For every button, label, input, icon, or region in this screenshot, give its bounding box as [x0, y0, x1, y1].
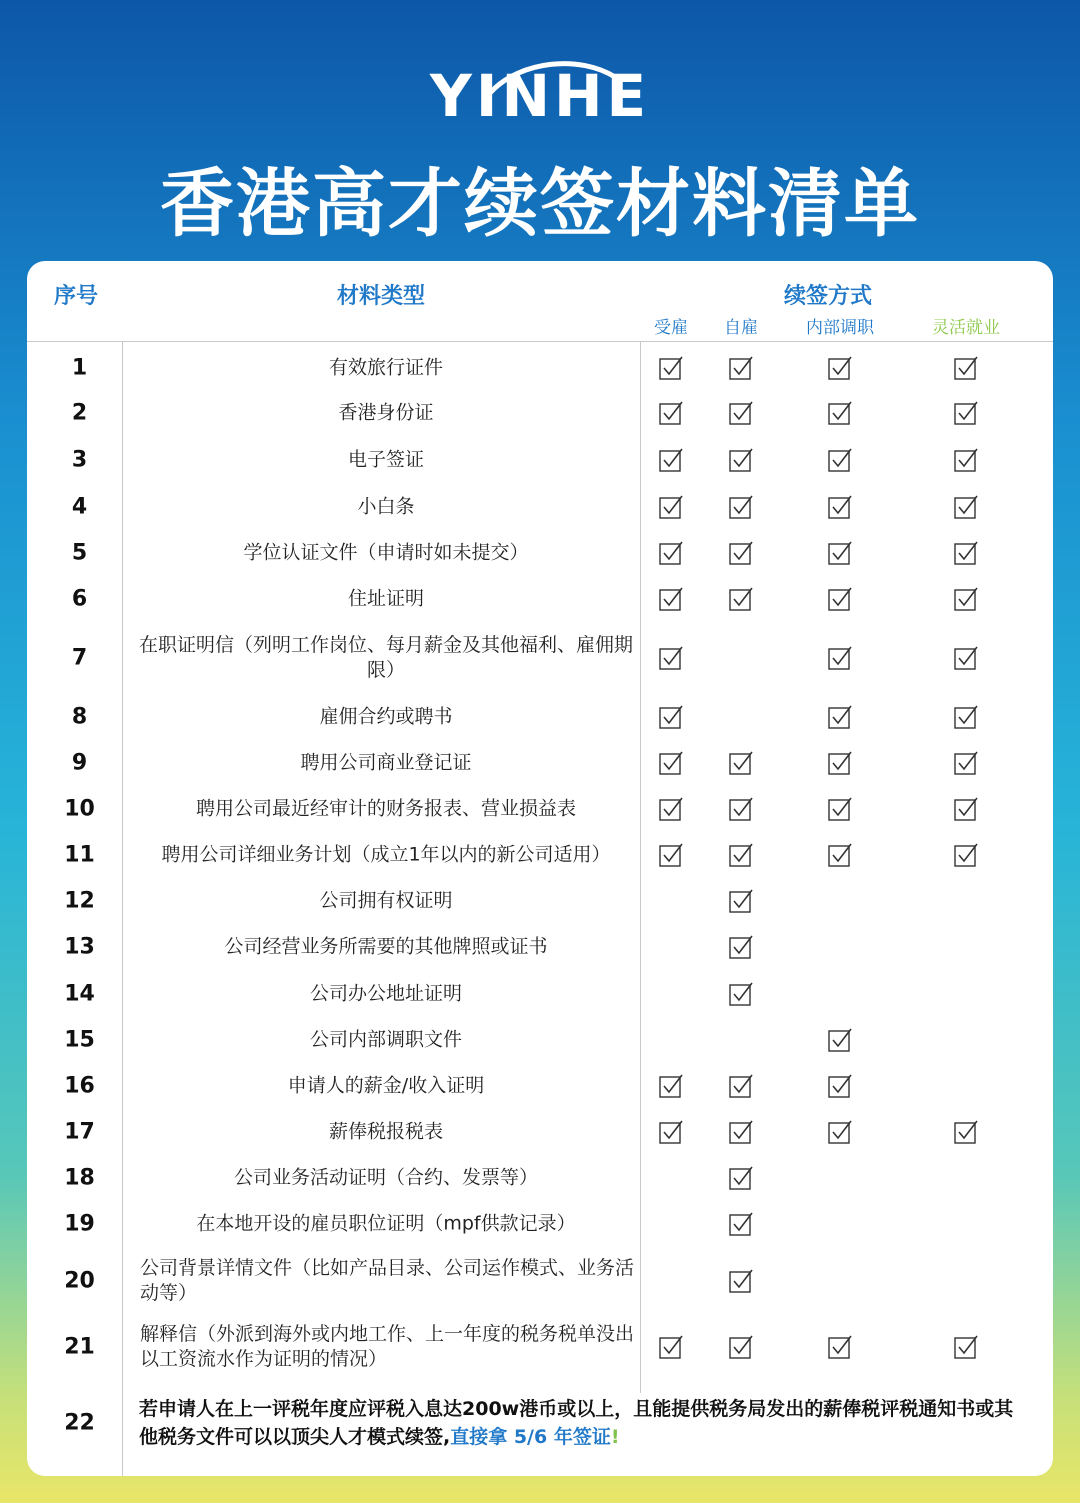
sub-header-flexible: 灵活就业 [932, 318, 1000, 338]
checkbox-check-icon [658, 447, 684, 473]
material-name: 聘用公司最近经审计的财务报表、营业损益表 [195, 797, 576, 820]
checkbox-check-icon [827, 447, 853, 473]
checkbox-check-icon [827, 400, 853, 426]
material-name: 公司背景详情文件（比如产品目录、公司运作模式、业务活动等） [140, 1257, 635, 1304]
row-number: 19 [64, 1211, 95, 1237]
header-seq: 序号 [54, 284, 99, 309]
row-number: 17 [64, 1119, 95, 1145]
checkbox-check-icon [953, 540, 979, 566]
material-name: 有效旅行证件 [328, 356, 443, 379]
checkbox-check-icon [728, 400, 754, 426]
checkbox-check-icon [728, 1073, 754, 1099]
checkbox-check-icon [953, 1334, 979, 1360]
row-number: 14 [64, 981, 95, 1007]
brand-logo [0, 55, 1080, 130]
checkbox-check-icon [728, 1165, 754, 1191]
checkbox-check-icon [827, 1334, 853, 1360]
row-number: 20 [64, 1268, 95, 1294]
material-name: 住址证明 [347, 587, 424, 610]
row-number: 4 [71, 494, 88, 520]
materials-table-card [27, 261, 1053, 1476]
material-name: 公司经营业务所需要的其他牌照或证书 [224, 935, 548, 958]
material-name: 在职证明信（列明工作岗位、每月薪金及其他福利、雇佣期限） [138, 634, 633, 681]
row-number: 12 [64, 888, 95, 914]
checkbox-check-icon [658, 400, 684, 426]
checkbox-check-icon [658, 586, 684, 612]
checkbox-check-icon [953, 494, 979, 520]
checkbox-check-icon [728, 355, 754, 381]
row-number: 22 [64, 1410, 95, 1436]
checkbox-check-icon [728, 494, 754, 520]
material-name: 解释信（外派到海外或内地工作、上一年度的税务税单没出以工资流水作为证明的情况） [140, 1323, 635, 1370]
row-number: 3 [71, 447, 88, 473]
column-divider-material [640, 341, 641, 1393]
material-name: 申请人的薪金/收入证明 [287, 1074, 485, 1097]
top-talent-note: 若申请人在上一评税年度应评税入息达200w港币或以上，且能提供税务局发出的薪俸税评税通知书或其他税务文件可以以顶尖人才模式续签,直接拿 5/6 年签证! [139, 1398, 1014, 1448]
row-number: 8 [71, 704, 88, 730]
material-name: 雇佣合约或聘书 [319, 705, 453, 728]
checkbox-check-icon [728, 1268, 754, 1294]
checkbox-check-icon [728, 888, 754, 914]
checkbox-check-icon [827, 355, 853, 381]
material-name: 小白条 [357, 495, 415, 518]
row-number: 6 [71, 586, 88, 612]
sub-header-self-employed: 自雇 [724, 318, 758, 338]
checkbox-check-icon [953, 400, 979, 426]
material-name: 学位认证文件（申请时如未提交） [243, 541, 529, 564]
row-number: 7 [71, 645, 88, 671]
checkbox-check-icon [728, 934, 754, 960]
checkbox-check-icon [658, 750, 684, 776]
checkbox-check-icon [728, 796, 754, 822]
checkbox-check-icon [658, 645, 684, 671]
row-number: 11 [64, 842, 95, 868]
row-number: 21 [64, 1334, 95, 1360]
row-number: 15 [64, 1027, 95, 1053]
checkbox-check-icon [827, 704, 853, 730]
checkbox-check-icon [728, 586, 754, 612]
checkbox-check-icon [728, 447, 754, 473]
checkbox-check-icon [953, 750, 979, 776]
checkbox-check-icon [953, 704, 979, 730]
checkbox-check-icon [728, 842, 754, 868]
material-name: 公司拥有权证明 [319, 889, 453, 912]
checkbox-check-icon [658, 1334, 684, 1360]
checkbox-check-icon [953, 586, 979, 612]
material-name: 在本地开设的雇员职位证明（mpf供款记录） [196, 1212, 576, 1235]
checkbox-check-icon [827, 494, 853, 520]
checkbox-check-icon [658, 1119, 684, 1145]
checkbox-check-icon [953, 796, 979, 822]
checkbox-check-icon [658, 494, 684, 520]
checkbox-check-icon [728, 750, 754, 776]
row-number: 16 [64, 1073, 95, 1099]
checkbox-check-icon [953, 1119, 979, 1145]
material-name: 公司业务活动证明（合约、发票等） [233, 1166, 538, 1189]
checkbox-check-icon [953, 842, 979, 868]
checkbox-check-icon [728, 1334, 754, 1360]
header-material-type: 材料类型 [337, 284, 426, 309]
material-name: 聘用公司商业登记证 [300, 751, 472, 774]
checkbox-check-icon [827, 540, 853, 566]
sub-header-employed: 受雇 [654, 318, 688, 338]
checkbox-check-icon [827, 586, 853, 612]
material-name: 薪俸税报税表 [328, 1120, 443, 1143]
checkbox-check-icon [953, 355, 979, 381]
checkbox-check-icon [658, 540, 684, 566]
page-title: 香港高才续签材料清单 [160, 161, 920, 247]
logo-text: YINHE [429, 62, 651, 130]
sub-header-intra-transfer: 内部调职 [806, 318, 874, 338]
checkbox-check-icon [827, 645, 853, 671]
row-number: 2 [71, 400, 88, 426]
checkbox-check-icon [827, 1073, 853, 1099]
row-number: 9 [71, 750, 88, 776]
checkbox-check-icon [827, 1027, 853, 1053]
checkbox-check-icon [728, 1119, 754, 1145]
material-name: 公司办公地址证明 [309, 982, 462, 1005]
row-number: 18 [64, 1165, 95, 1191]
checkbox-check-icon [827, 1119, 853, 1145]
row-number: 10 [64, 796, 95, 822]
checkbox-check-icon [953, 645, 979, 671]
material-name: 电子签证 [347, 448, 424, 471]
checkbox-check-icon [658, 704, 684, 730]
material-name: 公司内部调职文件 [309, 1028, 462, 1051]
checkbox-check-icon [953, 447, 979, 473]
row-number: 1 [71, 355, 88, 381]
checkbox-check-icon [728, 1211, 754, 1237]
material-name: 香港身份证 [338, 401, 434, 424]
material-name: 聘用公司详细业务计划（成立1年以内的新公司适用） [161, 843, 611, 866]
checkbox-check-icon [728, 540, 754, 566]
checkbox-check-icon [658, 842, 684, 868]
checkbox-check-icon [827, 796, 853, 822]
header-divider [27, 341, 1053, 342]
checkbox-check-icon [658, 796, 684, 822]
row-number: 5 [71, 540, 88, 566]
checkbox-check-icon [827, 750, 853, 776]
checkbox-check-icon [728, 981, 754, 1007]
header-renewal-method: 续签方式 [784, 284, 873, 309]
checkbox-check-icon [827, 842, 853, 868]
row-number: 13 [64, 934, 95, 960]
checkbox-check-icon [658, 1073, 684, 1099]
checkbox-check-icon [658, 355, 684, 381]
note-highlight: 直接拿 5/6 年签证 [450, 1426, 611, 1448]
